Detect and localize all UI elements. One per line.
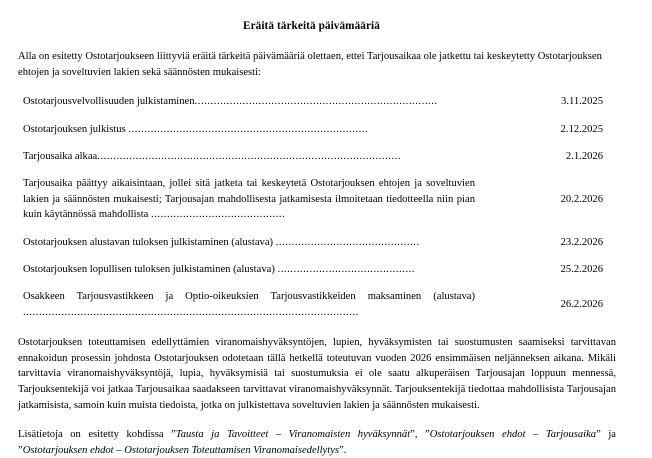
dot-leader: ..........................................: [151, 209, 286, 221]
date-value: 2.12.2025: [560, 123, 603, 135]
table-row: [23, 149, 603, 164]
date-value: 26.2.2026: [560, 299, 603, 311]
quote-open: ”: [171, 429, 176, 441]
date-label-text: Ostotarjouksen lopullisen tuloksen julkistaminen (alustava): [23, 264, 278, 276]
date-value: 20.2.2026: [560, 193, 603, 205]
date-label: [23, 289, 477, 320]
date-label-text: Tarjousaika päättyy aikaisintaan, jollei sitä jatketa tai keskeytetä Ostotarjouksen ehtojen ja soveltuvien lakien ja säännösten mukaisesti; Tarjousajan mahdollisesta jatkamisesta ilmoitetaan tiedotteella niin pian kuin käytännössä mahdollista: [23, 178, 475, 221]
section-reference-1: Tausta ja Tavoitteet – Viranomaisten hyväksynnät: [175, 429, 411, 441]
dot-leader: .........................................................................................................: [23, 306, 359, 318]
dot-leader: ...............................................................................................: [97, 151, 402, 162]
date-label: [23, 122, 477, 137]
date-label-text: Ostotarjousvelvollisuuden julkistaminen: [23, 96, 195, 108]
quote-close-2: ” ja ”: [18, 429, 616, 456]
more-info-lead: Lisätietoja on esitetty kohdissa: [18, 429, 172, 441]
date-label: [23, 149, 477, 164]
date-label: [23, 176, 477, 222]
date-label-text: Tarjousaika alkaa: [23, 151, 98, 162]
date-label: [23, 235, 477, 250]
date-label-text: Osakkeen Tarjousvastikkeen ja Optio-oikeuksien Tarjousvastikkeiden maksaminen (alustava): [23, 291, 475, 303]
date-value: 23.2.2026: [560, 236, 603, 248]
table-row: [23, 235, 603, 250]
table-row: [23, 289, 603, 320]
intro-paragraph: Alla on esitetty Ostotarjoukseen liittyviä eräitä tärkeitä päivämääriä olettaen, ettei Tarjousaikaa ole jatkettu tai keskeytetty Ostotarjouksen ehtojen ja soveltuvien lakien sekä säännösten mukaisesti:: [18, 51, 602, 78]
key-dates-table: [18, 94, 619, 320]
page-title: Eräitä tärkeitä päivämääriä: [243, 20, 380, 32]
date-label: [23, 262, 477, 277]
section-reference-3: Ostotarjouksen ehdot – Ostotarjouksen Toteuttamisen Viranomaisedellytys: [22, 444, 340, 456]
table-row: [23, 94, 603, 109]
table-row: [23, 262, 603, 277]
dot-leader: ............................................................................: [194, 96, 438, 108]
date-value: 3.11.2025: [561, 96, 603, 108]
date-label-text: Ostotarjouksen julkistus: [23, 123, 129, 135]
table-row: [23, 176, 603, 222]
dot-leader: .............................................: [275, 236, 420, 248]
more-info-paragraph: [18, 427, 619, 458]
quote-close-1: ”, ”: [410, 429, 430, 441]
date-label-text: Ostotarjouksen alustavan tuloksen julkistaminen (alustava): [23, 236, 276, 248]
dot-leader: ...........................................: [277, 264, 416, 276]
approvals-paragraph: Ostotarjouksen toteuttamisen edellyttämien viranomaishyväksyntöjen, lupien, hyväksymisten tai suostumusten saamiseksi tarvittavan ennakoidun prosessin johdosta Ostotarjouksen odotetaan tällä hetkellä toteutuvan vuoden 2026 ensimmäisen neljänneksen aikana. Mikäli tarvittavia viranomaishyväksyntöjä, lupia, hyväksymisiä tai suostumuksia ei ole saatu alkuperäisen Tarjousajan loppuun mennessä, Tarjouksentekijä voi jatkaa Tarjousaikaa saadakseen tarvittavat viranomaishyväksynnät. Tarjouksentekijä tiedottaa mahdollisista Tarjousajan jatkamisista, samoin kuin muista tiedoista, jotka on julkistettava soveltuvien lakien ja säännösten mukaisesti.: [18, 337, 616, 411]
dot-leader: ...........................................................................: [128, 123, 369, 135]
date-label: [23, 94, 477, 109]
quote-close-3: ”.: [339, 444, 347, 456]
date-value: 2.1.2026: [565, 151, 603, 162]
section-reference-2: Ostotarjouksen ehdot – Tarjousaika: [429, 429, 597, 441]
table-row: [23, 122, 603, 137]
date-value: 25.2.2026: [560, 264, 603, 276]
